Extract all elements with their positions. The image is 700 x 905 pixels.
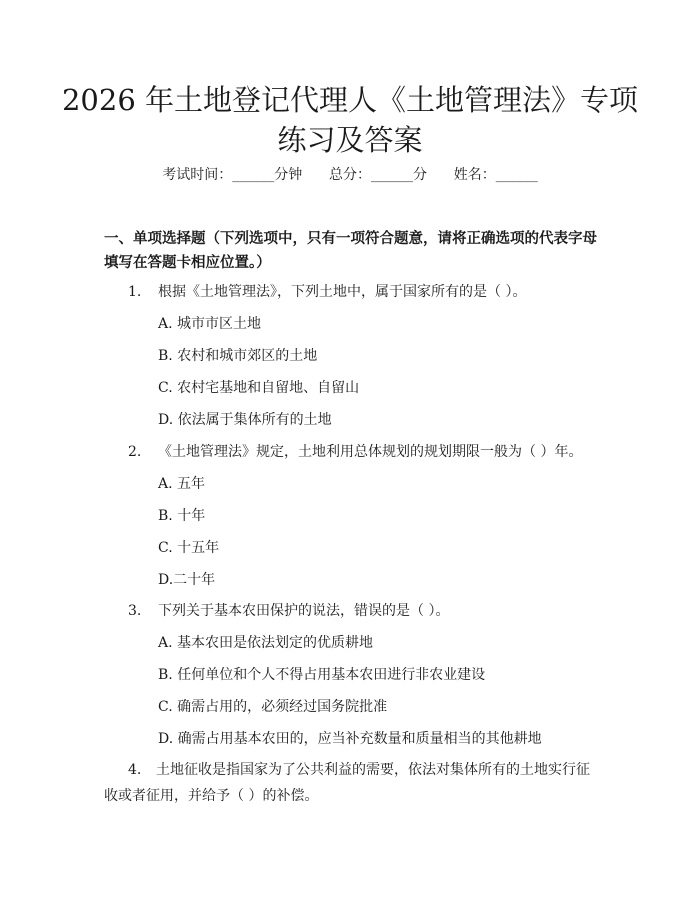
question-text: 下列关于基本农田保护的说法，错误的是（ ）。 (158, 603, 450, 619)
question-text: 土地征收是指国家为了公共利益的需要，依法对集体所有的土地实行征收或者征用，并给予（ ）的补偿。 (104, 762, 590, 804)
document-title (60, 80, 640, 160)
question-number: 1. (128, 284, 142, 300)
option-2d: D.二十年 (158, 572, 216, 588)
question-3 (128, 601, 449, 621)
title-line-1: 2026 年土地登记代理人《土地管理法》专项 (61, 83, 639, 117)
question-2 (128, 442, 582, 462)
question-number: 2. (128, 444, 142, 460)
question-text: 《土地管理法》规定，土地利用总体规划的规划期限一般为（ ）年。 (158, 444, 583, 460)
option-2c: C. 十五年 (158, 540, 220, 556)
question-text: 根据《土地管理法》，下列土地中，属于国家所有的是（ ）。 (158, 284, 527, 300)
question-number: 4. (128, 762, 142, 778)
option-3c: C. 确需占用的，必须经过国务院批准 (158, 699, 388, 715)
option-3d: D. 确需占用基本农田的，应当补充数量和质量相当的其他耕地 (158, 731, 542, 747)
question-number: 3. (128, 603, 142, 619)
title-line-2: 练习及答案 (277, 123, 423, 157)
question-4 (104, 757, 598, 809)
option-1c: C. 农村宅基地和自留地、自留山 (158, 380, 360, 396)
option-3a: A. 基本农田是依法划定的优质耕地 (158, 635, 374, 651)
section-heading: 一、单项选择题（下列选项中，只有一项符合题意，请将正确选项的代表字母填写在答题卡相应位置。） (104, 230, 597, 271)
option-1b: B. 农村和城市郊区的土地 (158, 348, 318, 364)
option-1d: D. 依法属于集体所有的土地 (158, 412, 332, 428)
question-1 (128, 282, 526, 302)
option-2a: A. 五年 (158, 476, 206, 492)
option-1a: A. 城市市区土地 (158, 316, 262, 332)
option-2b: B. 十年 (158, 508, 206, 524)
exam-info-line: 考试时间：______分钟 总分：______分 姓名：______ (162, 167, 538, 183)
option-3b: B. 任何单位和个人不得占用基本农田进行非农业建设 (158, 667, 486, 683)
